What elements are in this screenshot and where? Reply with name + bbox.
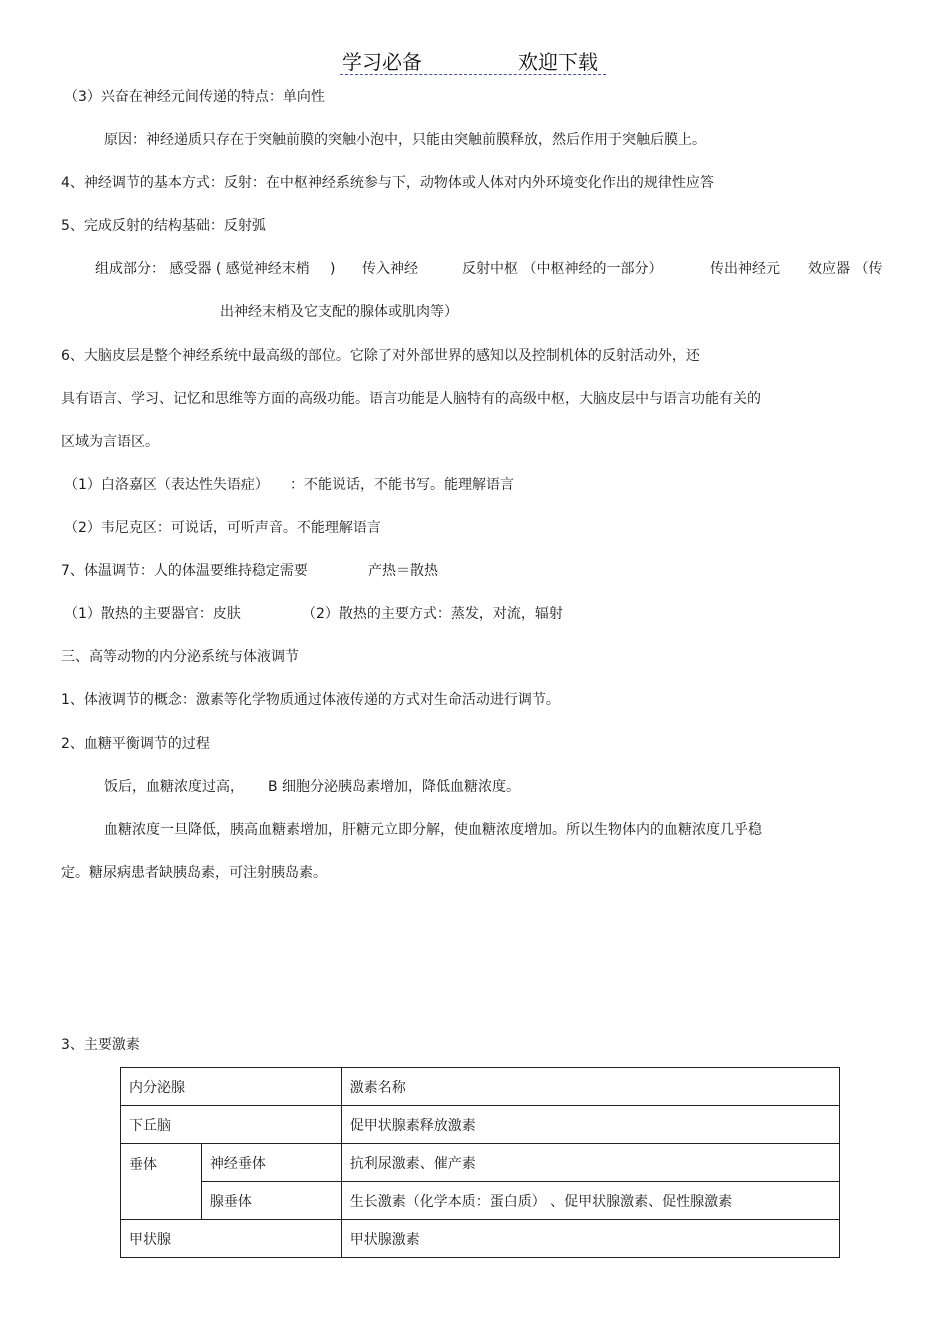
- header-left-text: 学习必备: [342, 50, 422, 74]
- blood-sugar-low: 血糖浓度一旦降低，胰高血糖素增加，肝糖元立即分解，使血糖浓度增加。所以生物体内的血糖浓度几乎稳: [104, 822, 762, 838]
- hormone-cell: 甲状腺激素: [341, 1220, 839, 1258]
- header-right-text: 欢迎下载: [518, 50, 598, 74]
- paragraph-1-humoral: 1、体液调节的概念：激素等化学物质通过体液传递的方式对生命活动进行调节。: [61, 692, 560, 708]
- header-hormone: 激素名称: [341, 1068, 839, 1106]
- paragraph-6-cortex-cont: 具有语言、学习、记忆和思维等方面的高级功能。语言功能是人脑特有的高级中枢，大脑皮层中与语言功能有关的: [61, 391, 761, 407]
- sub-gland-cell: 神经垂体: [201, 1144, 341, 1182]
- reflex-arc-components-b: ): [330, 261, 336, 277]
- hormone-cell: 抗利尿激素、催产素: [341, 1144, 839, 1182]
- hormones-table: [120, 1067, 840, 1258]
- heat-dissipation-organ: （1）散热的主要器官：皮肤: [64, 606, 241, 622]
- paragraph-5-reflex-arc: 5、完成反射的结构基础：反射弧: [61, 218, 266, 234]
- gland-cell: 甲状腺: [121, 1220, 342, 1258]
- paragraph-3-main-hormones: 3、主要激素: [61, 1037, 140, 1053]
- heat-dissipation-modes: （2）散热的主要方式：蒸发，对流，辐射: [302, 606, 563, 622]
- reflex-arc-components-f: 效应器 （传: [808, 261, 883, 277]
- gland-cell: 下丘脑: [121, 1106, 342, 1144]
- sub-gland-cell: 腺垂体: [201, 1182, 341, 1220]
- reflex-arc-components-cont: 出神经末梢及它支配的腺体或肌肉等）: [220, 304, 458, 320]
- table-row: [121, 1106, 840, 1144]
- broca-area-b: ：不能说话，不能书写。能理解语言: [290, 477, 514, 493]
- paragraph-3-excitation: （3）兴奋在神经元间传递的特点：单向性: [64, 89, 325, 105]
- paragraph-6-cortex-end: 区域为言语区。: [61, 434, 159, 450]
- paragraph-6-cortex: 6、大脑皮层是整个神经系统中最高级的部位。它除了对外部世界的感知以及控制机体的反射活动外，还: [61, 348, 700, 364]
- broca-area-a: （1）白洛嘉区（表达性失语症）: [64, 477, 269, 493]
- hormone-cell: 生长激素（化学本质：蛋白质） 、促甲状腺激素、促性腺激素: [341, 1182, 839, 1220]
- reflex-arc-components-e: 传出神经元: [710, 261, 780, 277]
- table-row: [121, 1220, 840, 1258]
- paragraph-7-temperature-a: 7、体温调节：人的体温要维持稳定需要: [61, 563, 308, 579]
- paragraph-4-reflex: 4、神经调节的基本方式：反射：在中枢神经系统参与下，动物体或人体对内外环境变化作出的规律性应答: [61, 175, 714, 191]
- paragraph-2-blood-sugar: 2、血糖平衡调节的过程: [61, 736, 210, 752]
- reflex-arc-components-c: 传入神经: [362, 261, 418, 277]
- table-row: [121, 1144, 840, 1182]
- paragraph-7-temperature-b: 产热＝散热: [368, 563, 438, 579]
- hormone-cell: 促甲状腺素释放激素: [341, 1106, 839, 1144]
- paragraph-reason: 原因：神经递质只存在于突触前膜的突触小泡中，只能由突触前膜释放，然后作用于突触后膜上。: [104, 132, 706, 148]
- gland-cell-pituitary: 垂体: [121, 1144, 202, 1220]
- wernicke-area: （2）韦尼克区：可说话，可听声音。不能理解语言: [64, 520, 381, 536]
- page-header: [340, 46, 606, 75]
- blood-sugar-diabetes: 定。糖尿病患者缺胰岛素，可注射胰岛素。: [61, 865, 327, 881]
- table-header-row: [121, 1068, 840, 1106]
- section-3-heading: 三、高等动物的内分泌系统与体液调节: [61, 649, 299, 665]
- header-gland: 内分泌腺: [121, 1068, 342, 1106]
- reflex-arc-components-a: 组成部分： 感受器 ( 感觉神经末梢: [95, 261, 310, 277]
- blood-sugar-high-b: B 细胞分泌胰岛素增加，降低血糖浓度。: [268, 779, 521, 795]
- table-row: [121, 1182, 840, 1220]
- reflex-arc-components-d: 反射中枢 （中枢神经的一部分）: [462, 261, 663, 277]
- blood-sugar-high-a: 饭后，血糖浓度过高，: [104, 779, 244, 795]
